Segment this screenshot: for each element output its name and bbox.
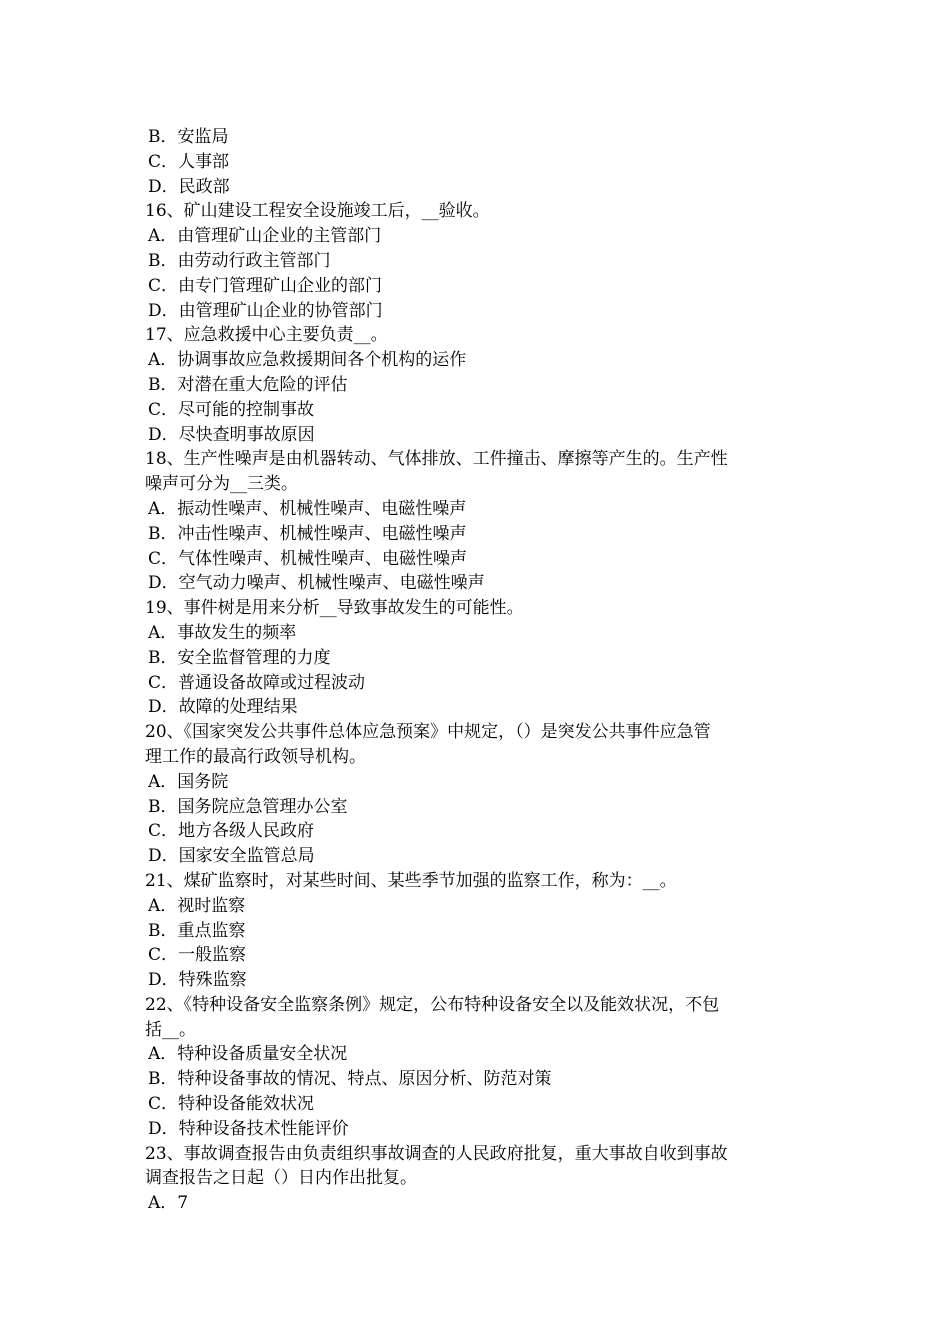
option-line: A．协调事故应急救援期间各个机构的运作: [148, 350, 467, 371]
option-line: B．由劳动行政主管部门: [148, 250, 331, 271]
option-line: D．由管理矿山企业的协管部门: [148, 300, 383, 321]
option-line: D．尽快查明事故原因: [148, 424, 315, 445]
option-line: B．对潜在重大危险的评估: [148, 374, 348, 395]
option-line: C．人事部: [148, 151, 230, 172]
option-line: A．振动性噪声、机械性噪声、电磁性噪声: [148, 498, 467, 519]
option-line: D．国家安全监管总局: [148, 846, 315, 867]
question-stem: 21、煤矿监察时，对某些时间、某些季节加强的监察工作，称为：__。: [145, 870, 677, 891]
question-stem: 噪声可分为__三类。: [145, 474, 298, 495]
option-line: B．特种设备事故的情况、特点、原因分析、防范对策: [148, 1069, 552, 1090]
option-line: D．民政部: [148, 176, 230, 197]
document-page: [145, 125, 810, 1216]
option-line: C．气体性噪声、机械性噪声、电磁性噪声: [148, 548, 468, 569]
option-line: D．特种设备技术性能评价: [148, 1118, 349, 1139]
option-line: C．一般监察: [148, 945, 247, 966]
option-line: C．特种设备能效状况: [148, 1094, 315, 1115]
question-stem: 括__。: [145, 1019, 196, 1040]
question-stem: 18、生产性噪声是由机器转动、气体排放、工件撞击、摩擦等产生的。生产性: [145, 449, 728, 470]
option-line: C．普通设备故障或过程波动: [148, 672, 366, 693]
option-line: C．地方各级人民政府: [148, 821, 315, 842]
option-line: D．特殊监察: [148, 970, 247, 991]
question-stem: 22、《特种设备安全监察条例》规定，公布特种设备安全以及能效状况，不包: [145, 994, 720, 1015]
option-line: B．安监局: [148, 127, 229, 147]
option-line: B．冲击性噪声、机械性噪声、电磁性噪声: [148, 523, 467, 544]
option-line: B．国务院应急管理办公室: [148, 796, 348, 817]
question-stem: 17、应急救援中心主要负责__。: [145, 325, 388, 346]
question-stem: 16、矿山建设工程安全设施竣工后，__验收。: [145, 201, 490, 222]
option-line: A．事故发生的频率: [148, 622, 297, 643]
option-line: B．安全监督管理的力度: [148, 647, 331, 668]
question-stem: 23、事故调查报告由负责组织事故调查的人民政府批复，重大事故自收到事故: [145, 1143, 728, 1164]
option-line: A．由管理矿山企业的主管部门: [148, 226, 382, 247]
option-line: D．故障的处理结果: [148, 697, 298, 718]
question-stem: 调查报告之日起（）日内作出批复。: [145, 1168, 417, 1189]
option-line: C．尽可能的控制事故: [148, 399, 315, 420]
question-stem: 理工作的最高行政领导机构。: [145, 746, 366, 767]
option-line: A．国务院: [148, 771, 229, 792]
question-stem: 19、事件树是用来分析__导致事故发生的可能性。: [145, 598, 524, 619]
option-line: B．重点监察: [148, 920, 246, 941]
option-line: A．7: [148, 1193, 189, 1214]
question-stem: 20、《国家突发公共事件总体应急预案》中规定，（）是突发公共事件应急管: [145, 722, 711, 743]
option-line: C．由专门管理矿山企业的部门: [148, 275, 383, 296]
option-line: A．特种设备质量安全状况: [148, 1044, 348, 1065]
option-line: A．视时监察: [148, 895, 246, 916]
option-line: D．空气动力噪声、机械性噪声、电磁性噪声: [148, 573, 485, 594]
